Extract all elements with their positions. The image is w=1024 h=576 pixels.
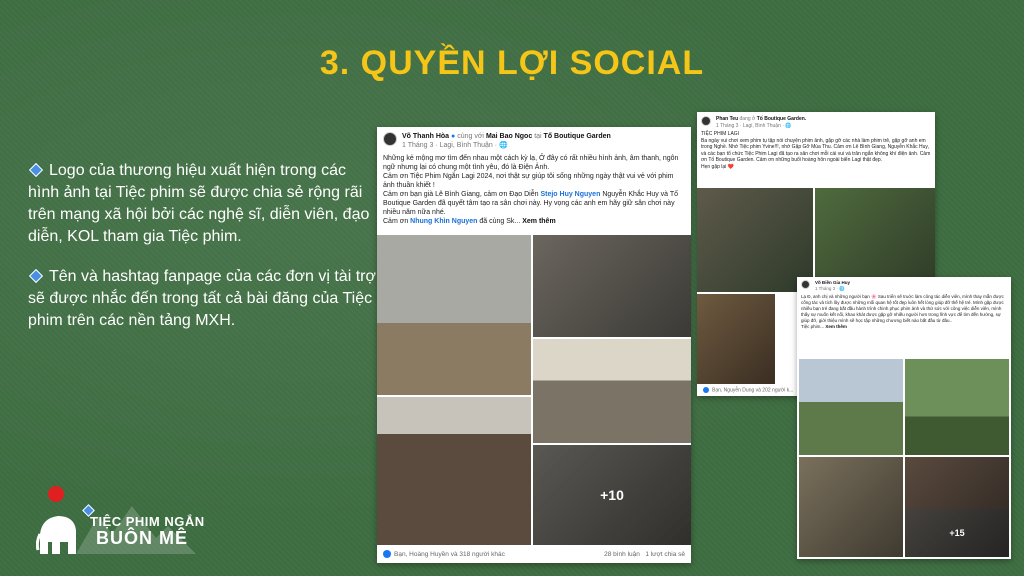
comments-count[interactable]: 28 bình luận: [604, 550, 640, 558]
brand-logo: [36, 484, 216, 554]
post-photo[interactable]: [697, 188, 813, 292]
post-photo[interactable]: [533, 445, 691, 545]
post-photo[interactable]: [377, 235, 531, 395]
post-photo[interactable]: [697, 294, 775, 384]
diamond-bullet-icon: [29, 163, 43, 177]
post-text: đã cùng Sk...: [479, 218, 521, 225]
engagement-stats: [604, 550, 685, 559]
post-photo[interactable]: [533, 235, 691, 337]
reactions-text: Bạn, Nguyễn Dung và 202 người k...: [712, 386, 794, 393]
post-heading: TIỆC PHIM LAGI: [701, 131, 740, 137]
post-paragraph: [383, 190, 685, 217]
bullet-item-logo: [28, 160, 378, 248]
at-text: tại: [534, 133, 542, 140]
post-place[interactable]: Tố Boutique Garden.: [756, 116, 807, 122]
post-photo[interactable]: [377, 397, 531, 545]
post-body: [797, 293, 1011, 331]
like-icon: [383, 550, 391, 558]
more-photos-count[interactable]: +10: [533, 445, 691, 545]
bullet-list: [28, 160, 378, 350]
post-meta: 1 Tháng 3 · 🌐: [815, 286, 845, 291]
tagged-user[interactable]: Mai Bao Ngoc: [485, 133, 533, 140]
reactions-summary[interactable]: [703, 387, 793, 394]
slide-title: 3. QUYỀN LỢI SOCIAL: [319, 44, 705, 82]
avatar[interactable]: [701, 116, 711, 126]
facebook-post-1: [377, 127, 691, 563]
post-author[interactable]: Võ Thanh Hòa: [402, 133, 450, 140]
post-author[interactable]: Võ Điền Gia Huy: [815, 280, 851, 285]
red-dot-icon: [48, 486, 64, 502]
avatar[interactable]: [383, 132, 397, 146]
post-body: [377, 152, 691, 228]
with-text: cùng với: [457, 133, 484, 140]
post-text: Nguyễn Khắc Huy và Tố Boutique Garden đã quyết tâm tạo ra sân chơi này. Hy vọng các anh em hãy giữ sân chơi này nhiều năm nữa nhé.: [383, 191, 679, 216]
facebook-post-3: [797, 277, 1011, 559]
post-photo[interactable]: [905, 509, 1009, 557]
see-more-link[interactable]: Xem thêm: [825, 324, 847, 329]
post-photo[interactable]: [799, 359, 903, 455]
reactions-text: Bạn, Hoàng Huyền và 318 người khác: [394, 550, 505, 558]
see-more-link[interactable]: Xem thêm: [522, 218, 556, 225]
logo-line-2: BUÔN MÊ: [96, 528, 188, 548]
post-photo[interactable]: [905, 359, 1009, 455]
post-paragraph: [383, 217, 685, 226]
post-paragraph: Lạ Đ, anh chị và những người bạn 🌸 Sau triển sẽ truớc làm công tác diễn viên, mình thay mẫn được cống tác và tích lũy được những mối quan hệ tốt đẹp luôn hết lòng giúp đỡ thế hệ trẻ. Mình gặp được nhiều bạn trẻ đang bắt đầu hành trình chinh phục phim ảnh và thử sức với công việc diễn viên, mình thấy sự muốn kết nối, khao khát được gặp gỡ nhiều người hơn trong lĩnh vực để tìm đến hướng, sự giúp đỡ, giới thiệu mình sẽ học tập những chương biết nào bắt đầu từ đâu..: [801, 294, 1004, 323]
post-meta: 1 Tháng 3 · Lagi, Bình Thuận · 🌐: [716, 122, 792, 129]
post-text: Tiệc phim...: [801, 324, 825, 329]
bullet-text: Tên và hashtag fanpage của các đơn vị tài trợ sẽ được nhắc đến trong tất cả bài đăng của Tiệc phim trên các nền tảng MXH.: [28, 268, 376, 329]
post-photo[interactable]: [799, 457, 903, 557]
mention-link[interactable]: Stejo Huy Nguyen: [540, 191, 601, 198]
post-header: [377, 127, 691, 152]
post-photo[interactable]: [533, 339, 691, 443]
post-closing: Hẹn gặp lại ❤️: [701, 163, 734, 170]
mention-link[interactable]: Nhung Khìn Nguyen: [410, 218, 478, 225]
post-header: [797, 277, 1011, 293]
post-meta: 1 Tháng 3 · Lagi, Bình Thuận · 🌐: [402, 142, 508, 149]
shares-count[interactable]: 1 lượt chia sẻ: [645, 550, 685, 558]
at-text: đang ở: [739, 116, 756, 122]
bullet-text: Logo của thương hiệu xuất hiện trong các hình ảnh tại Tiệc phim sẽ được chia sẻ rộng rãi trên mạng xã hội bởi các nghệ sĩ, diễn viên, đạo diễn, KOL tham gia Tiệc phim.: [28, 162, 370, 245]
bullet-item-hashtag: [28, 266, 378, 332]
logo-line-1: TIỆC PHIM NGẮN: [90, 514, 205, 529]
post-paragraph: Ba ngày vui chơi xem phim tụ tập nói chuyện phim ảnh, gặp gỡ các nhà làm phim trẻ, gặp gỡ anh em trong Nghề. Nhớ Tiệc phim Yvine!!!, nhớ Gặp Gỡ Mùa Thu. Cảm ơn Lê Bình Giang, Nguyễn Khắc Huy, và các bạn tổ chức Tiệc Phim Lagi đã tạo ra sân chơi mỗi cái vui và trân ngắn không khí điện ảnh. Cảm ơn Tố Boutique Garden. Cảm ơn những buổi hoàng hôn ngoài biển Lagi thật đẹp.: [701, 137, 931, 163]
post-paragraph: [801, 324, 1007, 330]
post-paragraph: Cảm ơn Tiệc Phim Ngắn Lagi 2024, nơi thật sự giúp tôi sống những ngày thật vui vẻ với phim ảnh thuần khiết !: [383, 173, 674, 189]
post-paragraph: Những kẻ mộng mơ tìm đến nhau một cách kỳ lạ, Ở đây có rất nhiều hình ảnh, âm thanh, ngôn ngữ nhưng lại có chung một tình yêu, đó là Điện Ảnh.: [383, 155, 679, 171]
like-icon: [703, 387, 709, 393]
verified-icon: ●: [451, 133, 456, 140]
post-body: [697, 130, 935, 171]
post-place[interactable]: Tố Boutique Garden: [543, 133, 611, 140]
post-author[interactable]: Phan Teu: [716, 116, 739, 122]
post-header: [697, 112, 935, 130]
reactions-summary[interactable]: [383, 550, 505, 559]
diamond-bullet-icon: [29, 269, 43, 283]
post-footer: [377, 545, 691, 563]
more-photos-count[interactable]: +15: [905, 509, 1009, 557]
avatar[interactable]: [801, 280, 810, 289]
post-text: Cảm ơn: [383, 218, 409, 225]
post-text: Cảm ơn bạn già Lê Bình Giang, cảm ơn Đạo Diễn: [383, 191, 539, 198]
